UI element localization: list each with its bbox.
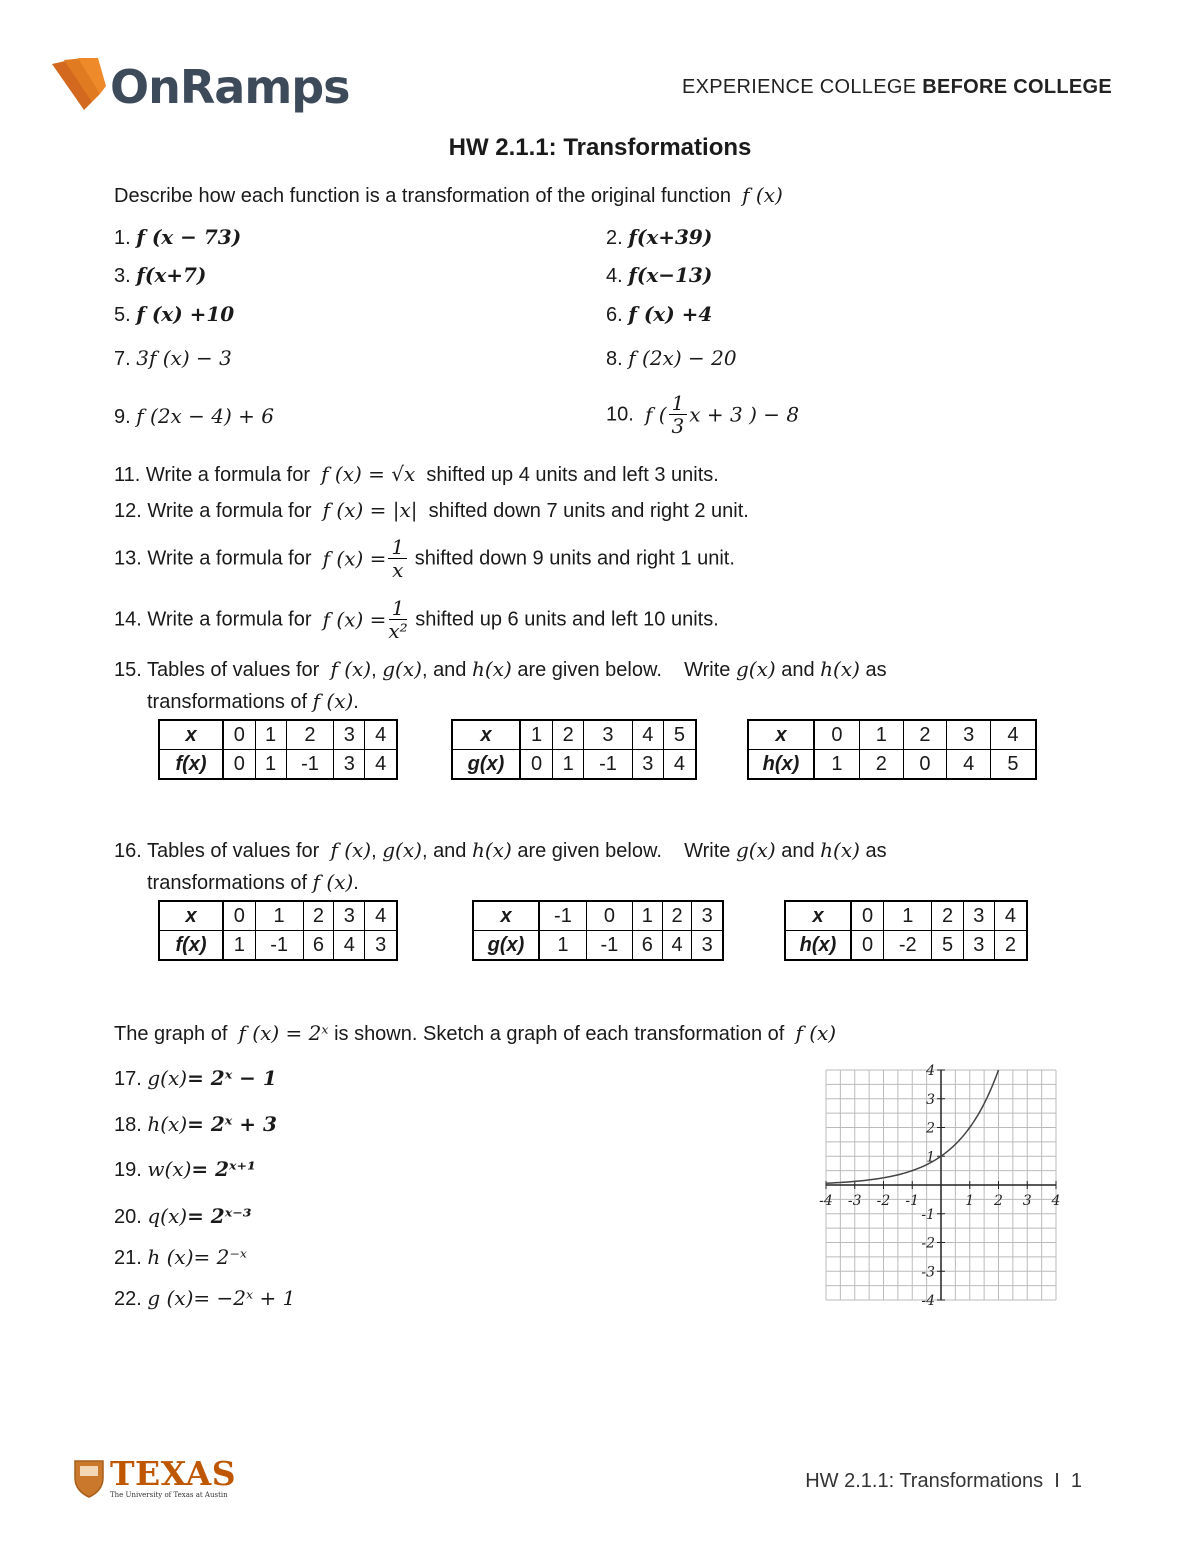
problem-14: 14. Write a formula for f (x) = $\frac{1}{\text{x²}}$ shifted up 6 units and left 10 units.	[114, 596, 719, 643]
problem-9: 9. f (2x − 4) + 6	[114, 404, 275, 428]
problem-15-line2: transformations of f (x).	[147, 689, 359, 713]
problem-13: 13. Write a formula for f (x) = $\frac{1}{x}$ shifted down 9 units and right 1 unit.	[114, 535, 735, 582]
table-16-f: x 0 1 2 3 4 f(x) 1 -1 6 4 3	[158, 900, 398, 961]
table-15-g: x 1 2 3 4 5 g(x) 0 1 -1 3 4	[451, 719, 697, 780]
table-15-f: x 0 1 2 3 4 f(x) 0 1 -1 3 4	[158, 719, 398, 780]
page-footer: HW 2.1.1: Transformations I 1	[805, 1470, 1082, 1492]
y-tick-label: 2	[926, 1120, 935, 1137]
problem-11: 11. Write a formula for f (x) = √x shifted up 4 units and left 3 units.	[114, 462, 719, 486]
problem-16-line2: transformations of f (x).	[147, 870, 359, 894]
problem-19: 19. w(x)= 2ˣ⁺¹	[114, 1157, 256, 1181]
intro-line: Describe how each function is a transformation of the original function f (x)	[114, 183, 783, 207]
x-tick-label: -2	[876, 1193, 891, 1209]
x-tick-label: 4	[1051, 1193, 1061, 1209]
problem-15: 15. Tables of values for f (x), g(x), and h(x) are given below. Write g(x) and h(x) as	[114, 657, 887, 681]
exponential-graph	[818, 1062, 1064, 1308]
problem-10: 10. f ( $\frac{1}{3}$ x + 3 ) − 8	[606, 391, 800, 438]
problem-5: 5. f (x) +10	[114, 302, 235, 326]
table-16-h: x 0 1 2 3 4 h(x) 0 -2 5 3 2	[784, 900, 1028, 961]
y-tick-label: -3	[921, 1264, 935, 1281]
x-tick-label: 2	[994, 1193, 1003, 1209]
x-tick-label: 1	[965, 1193, 975, 1209]
x-tick-label: -4	[819, 1193, 833, 1209]
problem-6: 6. f (x) +4	[606, 302, 713, 326]
problem-1: 1. f (x − 73)	[114, 225, 242, 249]
problem-20: 20. q(x)= 2ˣ⁻³	[114, 1204, 252, 1228]
problem-7: 7. 3f (x) − 3	[114, 346, 232, 370]
texas-logo	[72, 1456, 242, 1506]
onramps-logo	[48, 50, 350, 120]
problem-8: 8. f (2x) − 20	[606, 346, 737, 370]
y-tick-label: 1	[926, 1149, 935, 1166]
table-15-h: x 0 1 2 3 4 h(x) 1 2 0 4 5	[747, 719, 1037, 780]
x-tick-label: 3	[1022, 1193, 1032, 1209]
problem-2: 2. f(x+39)	[606, 225, 713, 249]
problem-22: 22. g (x)= −2ˣ + 1	[114, 1286, 296, 1310]
texas-subtitle: The University of Texas at Austin	[110, 1491, 228, 1499]
page-title: HW 2.1.1: Transformations	[448, 134, 752, 161]
logo-text: OnRamps	[110, 60, 350, 114]
problem-3: 3. f(x+7)	[114, 263, 207, 287]
y-tick-label: -2	[921, 1235, 935, 1252]
y-tick-label: -1	[921, 1206, 935, 1223]
table-16-g: x -1 0 1 2 3 g(x) 1 -1 6 4 3	[472, 900, 724, 961]
graph-intro: The graph of f (x) = 2ˣ is shown. Sketch a graph of each transformation of f (x)	[114, 1021, 837, 1045]
problem-21: 21. h (x)= 2⁻ˣ	[114, 1245, 247, 1269]
y-tick-label: 4	[926, 1063, 935, 1079]
x-tick-label: -1	[905, 1193, 920, 1209]
problem-18: 18. h(x)= 2ˣ + 3	[114, 1112, 277, 1136]
problem-12: 12. Write a formula for f (x) = |x| shifted down 7 units and right 2 unit.	[114, 498, 749, 522]
x-tick-label: -3	[847, 1193, 862, 1209]
tagline: EXPERIENCE COLLEGE BEFORE COLLEGE	[681, 76, 1112, 98]
y-tick-label: -4	[921, 1293, 935, 1308]
problem-16: 16. Tables of values for f (x), g(x), and h(x) are given below. Write g(x) and h(x) as	[114, 838, 887, 862]
texas-wordmark: TEXAS	[110, 1454, 237, 1493]
ut-shield-icon	[72, 1458, 106, 1498]
problem-17: 17. g(x)= 2ˣ − 1	[114, 1066, 277, 1090]
problem-4: 4. f(x−13)	[606, 263, 713, 287]
y-tick-label: 3	[926, 1091, 935, 1108]
